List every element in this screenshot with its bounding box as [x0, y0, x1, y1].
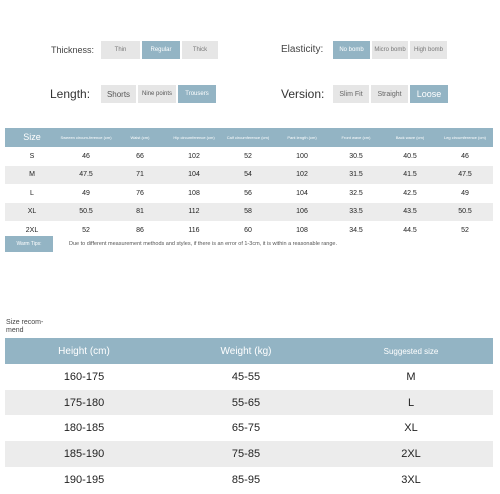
- elasticity-option-high-bomb[interactable]: High bomb: [410, 41, 447, 59]
- header-front-wave: Front wave (cm): [329, 128, 383, 147]
- elasticity-options: [333, 41, 447, 59]
- table-cell: 106: [275, 203, 329, 222]
- table-cell: 40.5: [403, 152, 417, 160]
- header-size: Size: [5, 128, 59, 147]
- table-row: [5, 441, 493, 467]
- table-cell: 100: [296, 152, 308, 160]
- table-cell: 46: [82, 152, 90, 160]
- table-cell: 108: [188, 189, 200, 197]
- thickness-option-thick[interactable]: Thick: [182, 41, 218, 59]
- size-cell: M: [406, 370, 416, 383]
- weight-cell: 45-55: [231, 370, 261, 383]
- length-option-shorts[interactable]: Shorts: [101, 85, 136, 103]
- table-row: [5, 147, 493, 166]
- header-leg: Leg circumference (cm): [437, 128, 493, 147]
- header-hip: Hip circumference (cm): [167, 128, 221, 147]
- size-cell: XL: [5, 203, 59, 222]
- table-cell: 44.5: [403, 226, 417, 234]
- version-label: Version:: [281, 87, 325, 101]
- thickness-label: Thickness:: [51, 45, 95, 55]
- length-option-trousers[interactable]: Trousers: [178, 85, 216, 103]
- size-cell: L: [30, 189, 34, 197]
- weight-cell: 85-95: [231, 473, 261, 486]
- size-cell: 3XL: [401, 473, 421, 486]
- size-table-header: [5, 128, 493, 147]
- header-pant-length: Pant length (cm): [275, 128, 329, 147]
- recommend-label: Size recom-mend: [6, 319, 44, 334]
- warm-tips: [5, 236, 493, 252]
- table-cell: 104: [296, 189, 308, 197]
- table-cell: 104: [167, 166, 221, 185]
- table-cell: 47.5: [437, 166, 493, 185]
- header-back-wave: Back wave (cm): [383, 128, 437, 147]
- table-cell: 108: [296, 226, 308, 234]
- thickness-option-regular[interactable]: Regular: [142, 41, 180, 59]
- weight-cell: 55-65: [163, 390, 329, 416]
- table-cell: 32.5: [349, 189, 363, 197]
- version-option-slim-fit[interactable]: Slim Fit: [333, 85, 369, 103]
- table-cell: 33.5: [329, 203, 383, 222]
- header-suggested-size: Suggested size: [329, 338, 493, 364]
- table-cell: 86: [136, 226, 144, 234]
- table-cell: 112: [167, 203, 221, 222]
- table-cell: 50.5: [59, 203, 113, 222]
- header-sweeen: Sweeen circum-ference (cm): [59, 128, 113, 147]
- header-calf: Calf circumference (cm): [221, 128, 275, 147]
- thickness-options: [101, 41, 218, 59]
- weight-cell: 75-85: [163, 441, 329, 467]
- table-row: [5, 364, 493, 390]
- length-label: Length:: [50, 87, 91, 101]
- table-cell: 71: [113, 166, 167, 185]
- table-cell: 102: [275, 166, 329, 185]
- table-cell: 43.5: [383, 203, 437, 222]
- table-row: [5, 166, 493, 185]
- table-cell: 34.5: [349, 226, 363, 234]
- height-cell: 190-195: [63, 473, 105, 486]
- elasticity-label: Elasticity:: [281, 44, 324, 55]
- thickness-option-thin[interactable]: Thin: [101, 41, 140, 59]
- table-row: [5, 415, 493, 441]
- warm-tips-text: Due to different measurement methods and styles, if there is an error of 1-3cm, it is within a reasonable range.: [69, 241, 338, 247]
- table-cell: 56: [244, 189, 252, 197]
- table-cell: 41.5: [383, 166, 437, 185]
- header-weight: Weight (kg): [163, 338, 329, 364]
- table-cell: 49: [461, 189, 469, 197]
- version-option-straight[interactable]: Straight: [371, 85, 408, 103]
- table-row: [5, 203, 493, 222]
- height-cell: 185-190: [5, 441, 163, 467]
- height-cell: 175-180: [5, 390, 163, 416]
- table-cell: 58: [221, 203, 275, 222]
- size-table: [5, 128, 493, 240]
- header-waist: Waist (cm): [113, 128, 167, 147]
- table-cell: 60: [244, 226, 252, 234]
- table-cell: 47.5: [59, 166, 113, 185]
- table-cell: 76: [136, 189, 144, 197]
- height-cell: 160-175: [63, 370, 105, 383]
- table-cell: 52: [244, 152, 252, 160]
- table-cell: 52: [461, 226, 469, 234]
- recommend-table: [5, 338, 493, 492]
- size-cell: 2XL: [25, 226, 39, 234]
- header-height: Height (cm): [5, 338, 163, 364]
- table-cell: 30.5: [349, 152, 363, 160]
- size-cell: S: [29, 152, 35, 160]
- table-row: [5, 390, 493, 416]
- size-cell: M: [5, 166, 59, 185]
- table-cell: 102: [188, 152, 200, 160]
- elasticity-option-no-bomb[interactable]: No bomb: [333, 41, 370, 59]
- table-cell: 50.5: [437, 203, 493, 222]
- table-cell: 66: [136, 152, 144, 160]
- warm-tips-tag: Warm Tips:: [5, 236, 53, 252]
- version-option-loose[interactable]: Loose: [410, 85, 448, 103]
- table-cell: 116: [188, 226, 200, 234]
- table-cell: 46: [461, 152, 469, 160]
- table-cell: 31.5: [329, 166, 383, 185]
- table-cell: 42.5: [403, 189, 417, 197]
- version-options: [333, 85, 448, 103]
- recommend-header: [5, 338, 493, 364]
- table-cell: 54: [221, 166, 275, 185]
- table-row: [5, 184, 493, 203]
- length-option-nine-points[interactable]: Nine points: [138, 85, 176, 103]
- size-cell: XL: [404, 422, 418, 435]
- table-row: [5, 467, 493, 493]
- elasticity-option-micro-bomb[interactable]: Micro bomb: [372, 41, 408, 59]
- size-cell: 2XL: [329, 441, 493, 467]
- table-cell: 81: [113, 203, 167, 222]
- length-options: [101, 85, 216, 103]
- table-cell: 52: [82, 226, 90, 234]
- size-cell: L: [329, 390, 493, 416]
- table-cell: 49: [82, 189, 90, 197]
- height-cell: 180-185: [63, 422, 105, 435]
- weight-cell: 65-75: [231, 422, 261, 435]
